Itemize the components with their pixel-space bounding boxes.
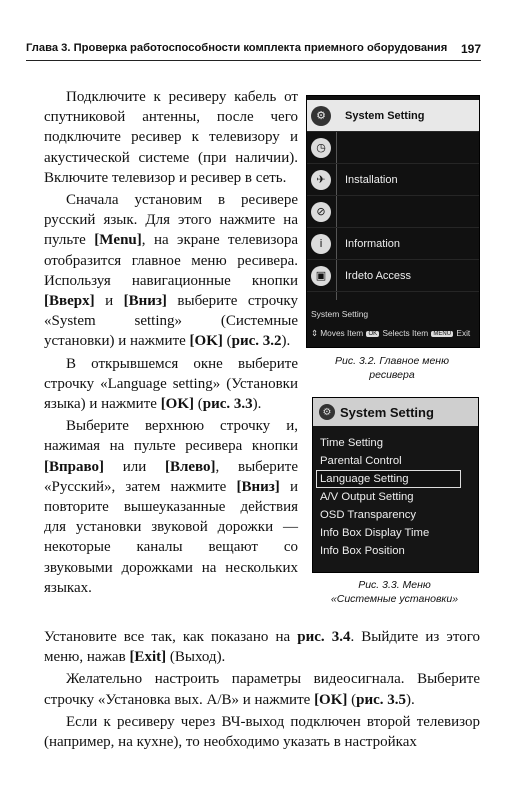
bold-text: [OK]: [160, 396, 195, 413]
text-run: (: [194, 396, 203, 413]
figure-3-3-caption: [312, 578, 477, 606]
menu-key-icon: MENU: [433, 330, 452, 337]
header-rule: [26, 60, 481, 61]
move-arrows-icon: ⇕: [311, 328, 318, 338]
text-run: Если к ресиверу через ВЧ-выход подключен второй телевизор (например, на кухне), то необходимо указать в настройках: [44, 713, 480, 751]
system-setting-title: System Setting: [340, 404, 434, 420]
bold-text: рис. 3.5: [356, 691, 407, 708]
text-run: ).: [252, 396, 262, 413]
main-menu-item[interactable]: [307, 260, 479, 292]
clock-icon: ◷: [311, 138, 331, 158]
ok-key-icon: OK: [368, 330, 378, 337]
bold-text: рис. 3.3: [202, 396, 253, 413]
main-menu-list: [307, 100, 479, 292]
bold-text: [Вправо]: [44, 458, 104, 475]
main-menu-item-label: System Setting: [345, 109, 425, 122]
caption-line-2: ресивера: [369, 369, 415, 381]
chapter-title: Глава 3. Проверка работоспособности комплекта приемного оборудования: [26, 42, 448, 54]
footer-selects-label: Selects Item: [382, 328, 429, 338]
caption-line-1: Рис. 3.3. Меню: [358, 579, 431, 591]
main-menu-item[interactable]: [307, 132, 479, 164]
text-run: и повторите вышеуказанные действия для установки звуковой дорожки — некоторые каналы вещают со звуковыми дорожками на нескольких языках.: [44, 478, 299, 596]
satellite-icon: ✈: [311, 170, 331, 190]
main-menu-screenshot: [306, 95, 480, 348]
left-column-text: [44, 87, 298, 600]
full-width-text: [44, 627, 480, 754]
bold-text: [Вниз]: [236, 478, 280, 495]
bold-text: [Вниз]: [123, 293, 167, 310]
text-run: (Выход).: [166, 649, 226, 666]
paragraph: [44, 416, 298, 598]
text-run: ).: [406, 691, 415, 708]
bold-text: рис. 3.2: [231, 333, 282, 350]
main-menu-item[interactable]: [307, 196, 479, 228]
bold-text: [OK]: [189, 333, 223, 350]
text-run: Подключите к ресиверу кабель от спутниковой антенны, после чего подключите ресивер к телевизору и акустической системе (при наличии). Включите телевизор и ресивер в сеть.: [44, 89, 298, 186]
text-run: или: [103, 458, 165, 475]
main-menu-item-label: Information: [345, 237, 401, 250]
text-run: Желательно настроить параметры видеосигнала. Выберите строчку «Установка вых. А/В» и нажмите: [44, 671, 480, 708]
bold-text: [Exit]: [129, 649, 167, 666]
text-run: выберите строчку «System setting» (Системные установки) и нажмите: [44, 293, 299, 350]
no-entry-icon: ⊘: [311, 202, 331, 222]
paragraph: [44, 627, 480, 667]
text-run: и: [94, 293, 124, 310]
card-icon: ▣: [311, 266, 331, 286]
system-setting-screenshot: [312, 397, 479, 573]
bold-text: [Вверх]: [44, 293, 95, 310]
text-run: , на экране телевизора отобразится главное меню ресивера. Используя навигационные кнопки: [44, 232, 298, 289]
page-number: 197: [460, 42, 481, 56]
text-run: Установите все так, как показано на: [44, 629, 298, 645]
caption-line-2: «Системные установки»: [330, 593, 459, 605]
info-icon: i: [311, 234, 331, 254]
gear-icon: ⚙: [311, 106, 331, 126]
gear-icon: ⚙: [319, 404, 335, 420]
bold-text: рис. 3.4: [297, 629, 351, 645]
bold-text: [OK]: [314, 691, 348, 708]
main-menu-item-label: Installation: [345, 173, 398, 186]
system-setting-item[interactable]: Info Box Position: [320, 545, 405, 557]
footer-moves-label: Moves Item: [320, 328, 364, 338]
system-setting-item[interactable]: A/V Output Setting: [320, 491, 414, 503]
text-run: Выберите верхнюю строчку и, нажимая на пульте ресивера кнопки: [44, 418, 298, 455]
text-run: . Выйдите из этого меню, нажав: [44, 629, 480, 666]
text-run: ).: [281, 333, 291, 350]
system-setting-header: [313, 398, 478, 426]
text-run: Сначала установим в ресивере русский язык. Для этого нажмите на пульте: [44, 192, 298, 249]
text-run: В открывшемся окне выберите строчку «Language setting» (Установки языка) и нажмите: [44, 355, 298, 413]
footer-exit-label: Exit: [456, 328, 471, 338]
bold-text: [Menu]: [94, 232, 142, 249]
text-run: (: [222, 333, 232, 350]
caption-line-1: Рис. 3.2. Главное меню: [335, 355, 449, 367]
main-menu-item-label: Irdeto Access: [345, 269, 412, 282]
system-setting-item[interactable]: OSD Transparency: [320, 509, 417, 521]
system-setting-list: [313, 434, 478, 560]
running-header: [26, 42, 481, 59]
menu-footer-hints: [311, 328, 477, 338]
paragraph: [44, 87, 298, 188]
bold-text: [Влево]: [164, 458, 216, 475]
figure-3-2-caption: [306, 354, 478, 382]
system-setting-item[interactable]: Language Setting: [316, 470, 461, 488]
text-run: , выберите «Русский», затем нажмите: [44, 458, 298, 495]
main-menu-item[interactable]: [307, 164, 479, 196]
main-menu-item[interactable]: [307, 228, 479, 260]
paragraph: [44, 669, 480, 709]
system-setting-item[interactable]: Time Setting: [320, 437, 383, 449]
system-setting-item[interactable]: Parental Control: [320, 455, 402, 467]
system-setting-item[interactable]: Info Box Display Time: [320, 527, 430, 539]
paragraph: [44, 712, 480, 752]
paragraph: [44, 354, 298, 415]
text-run: (: [347, 691, 357, 708]
paragraph: [44, 190, 298, 352]
main-menu-item[interactable]: [307, 100, 479, 132]
menu-footer-title: System Setting: [311, 309, 369, 319]
